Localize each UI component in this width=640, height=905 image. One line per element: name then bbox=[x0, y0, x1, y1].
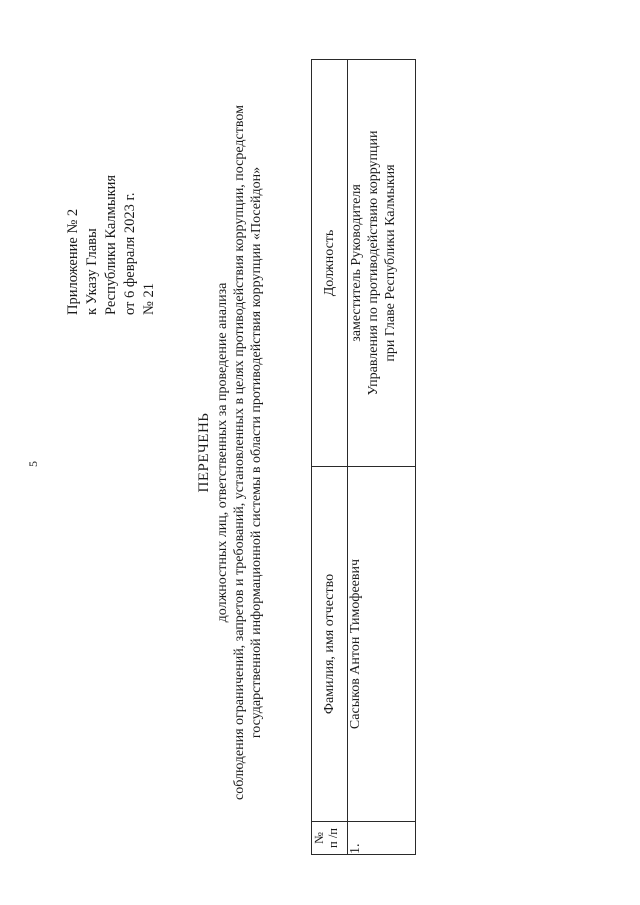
table-row bbox=[348, 60, 416, 855]
row-position bbox=[348, 60, 416, 467]
heading-line: соблюдения ограничений, запретов и требований, установленных в целях противодействия коррупции, посредством bbox=[232, 105, 247, 800]
page-number: 5 bbox=[26, 461, 40, 467]
appendix-block bbox=[64, 175, 159, 315]
position-line: при Главе Республики Калмыкия bbox=[383, 164, 398, 362]
appendix-line: № 21 bbox=[141, 283, 157, 315]
row-name: Сасыков Антон Тимофеевич bbox=[348, 467, 416, 822]
heading-line: государственной информационной системы в области противодействия коррупции «Посейдон» bbox=[249, 166, 264, 739]
appendix-line: Приложение № 2 bbox=[65, 208, 81, 315]
header-position: Должность bbox=[312, 60, 348, 467]
appendix-line: от 6 февраля 2023 г. bbox=[122, 192, 138, 315]
header-number bbox=[312, 822, 348, 855]
header-number-line2: п /п bbox=[326, 828, 340, 848]
appendix-line: к Указу Главы bbox=[84, 228, 100, 315]
row-number: 1. bbox=[348, 822, 416, 855]
position-line: Управления по противодействию коррупции bbox=[366, 130, 381, 396]
header-number-line1: № bbox=[312, 832, 326, 844]
header-name: Фамилия, имя отчество bbox=[312, 467, 348, 822]
document-heading bbox=[196, 0, 265, 905]
position-line: заместитель Руководителя bbox=[349, 184, 364, 342]
officials-table bbox=[311, 59, 416, 855]
table-header-row bbox=[312, 60, 348, 855]
document-title: ПЕРЕЧЕНЬ bbox=[196, 412, 212, 493]
heading-line: должностных лиц, ответственных за проведение анализа bbox=[215, 282, 230, 623]
appendix-line: Республики Калмыкия bbox=[103, 174, 119, 315]
